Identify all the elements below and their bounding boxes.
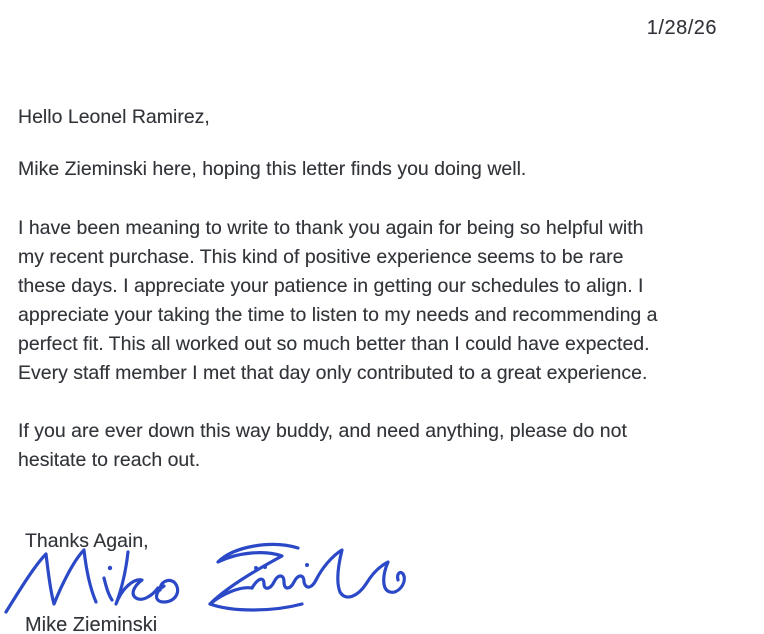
body-line: If you are ever down this way buddy, and need anything, please do not: [18, 420, 627, 442]
letter-date: 1/28/26: [646, 17, 717, 39]
body-line: my recent purchase. This kind of positive experience seems to be rare: [18, 246, 624, 268]
body-line: I have been meaning to write to thank you again for being so helpful with: [18, 217, 644, 239]
body-line: these days. I appreciate your patience in getting our schedules to align. I: [18, 275, 644, 297]
body-line: hesitate to reach out.: [18, 449, 201, 471]
intro-line: Mike Zieminski here, hoping this letter finds you doing well.: [18, 158, 527, 180]
typed-signature-name: Mike Zieminski: [25, 614, 158, 634]
handwritten-signature-icon: [2, 538, 432, 620]
closing-line: Thanks Again,: [25, 530, 149, 552]
body-paragraph-1: [18, 214, 750, 388]
body-line: perfect fit. This all worked out so much better than I could have expected.: [18, 333, 650, 355]
body-paragraph-2: [18, 417, 750, 475]
body-line: Every staff member I met that day only contributed to a great experience.: [18, 362, 648, 384]
body-line: appreciate your taking the time to listen to my needs and recommending a: [18, 304, 658, 326]
greeting-line: Hello Leonel Ramirez,: [18, 106, 210, 128]
